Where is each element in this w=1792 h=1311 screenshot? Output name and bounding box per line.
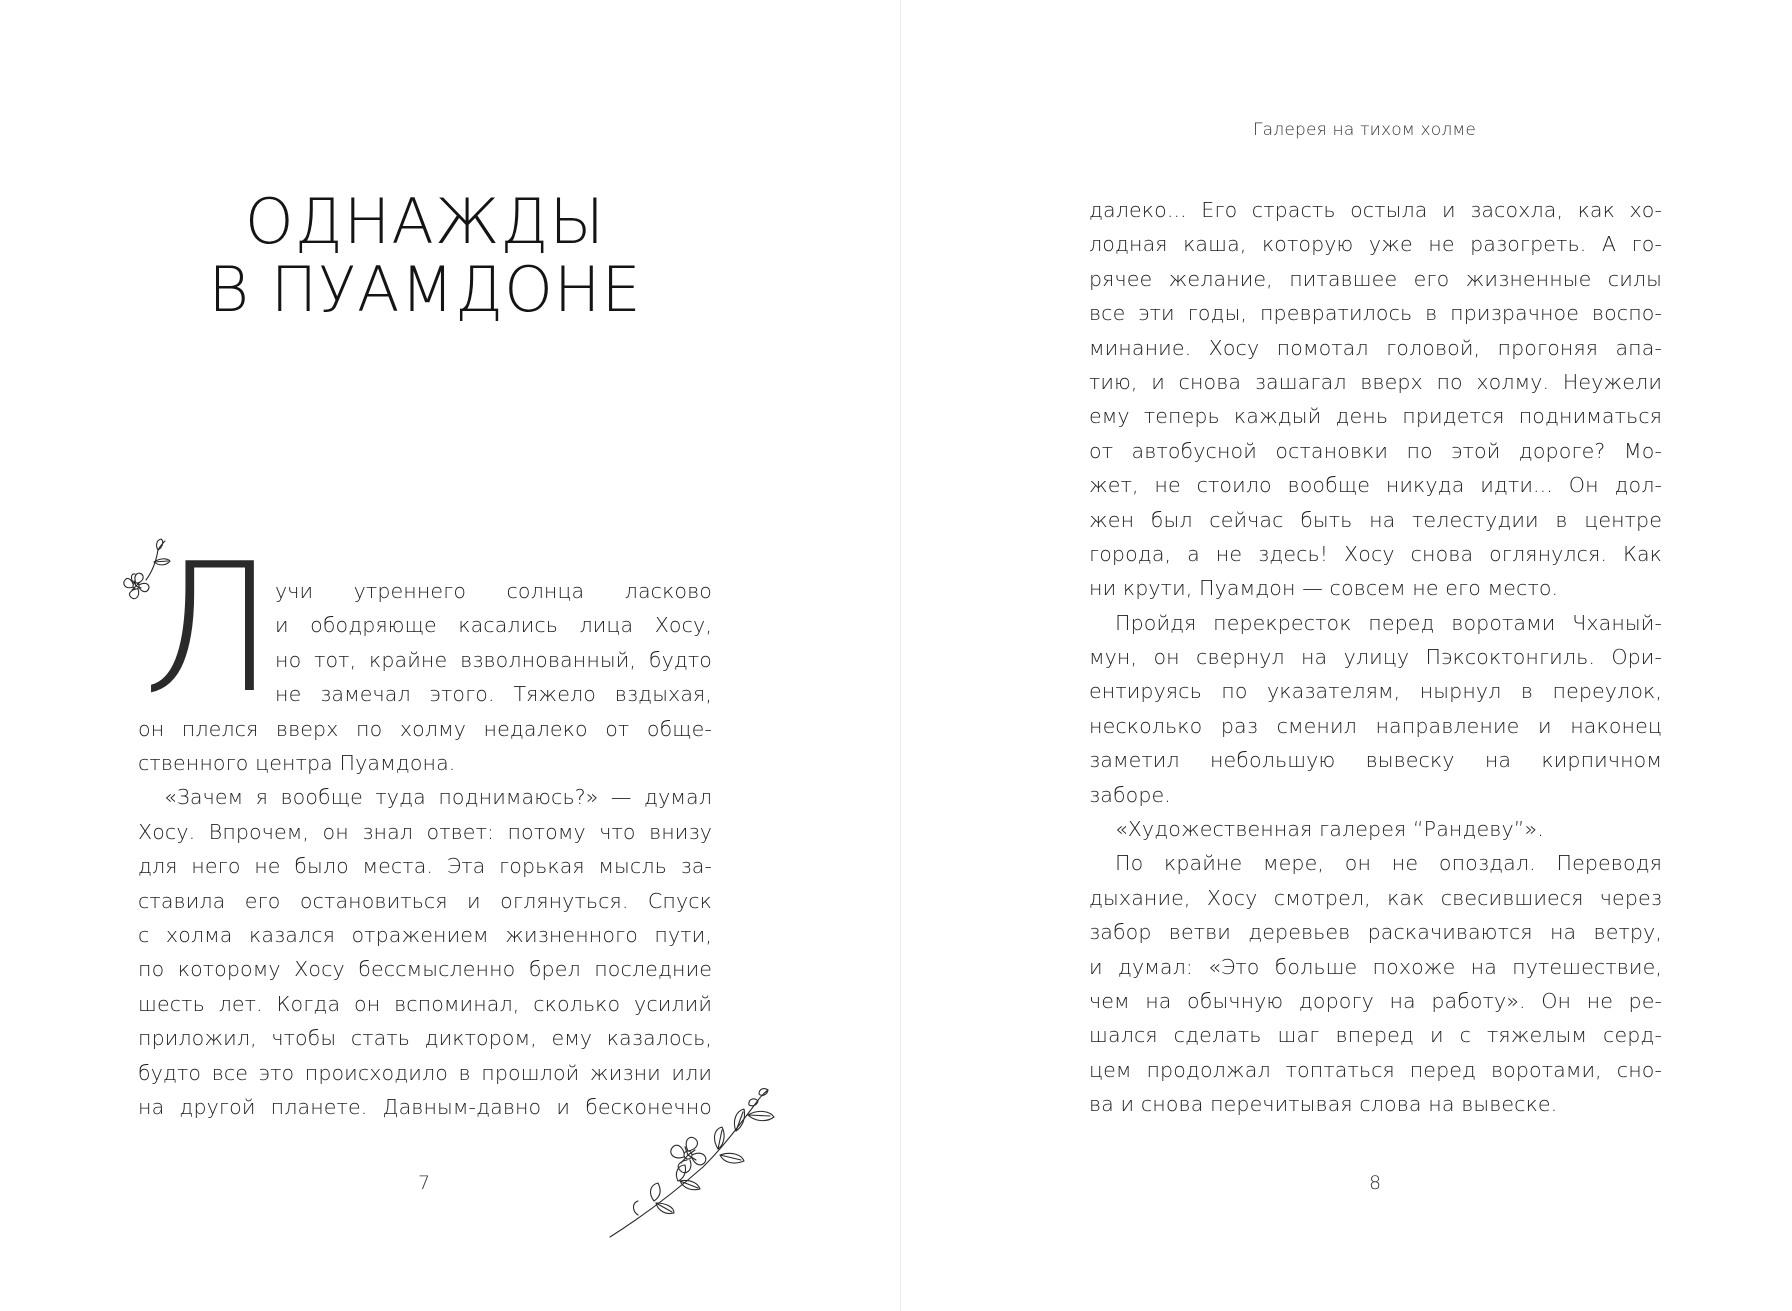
first-paragraph-lines	[275, 574, 712, 712]
chapter-title-line-1: ОДНАЖДЫ	[244, 185, 606, 258]
flower-sprig-icon	[110, 536, 180, 610]
text-line: ва и снова перечитывая слова на вывеске.	[1089, 1092, 1558, 1117]
text-line: «Зачем я вообще туда поднимаюсь?» — думал	[164, 785, 712, 810]
text-line: заборе.	[1089, 782, 1171, 807]
text-line: рячее желание, питавшее его жизненные силы	[1089, 266, 1662, 291]
text-line: тию, и снова зашагал вверх по холму. Неужели	[1089, 369, 1662, 394]
text-line: и думал: «Это больше похоже на путешествие,	[1089, 954, 1662, 979]
text-line: ему теперь каждый день придется подниматься	[1089, 404, 1662, 429]
text-line: на другой планете. Давным-давно и бесконечно	[138, 1094, 712, 1119]
page-number: 8	[1369, 1172, 1382, 1194]
text-line: лодная каша, которую уже не разогреть. А го-	[1089, 232, 1662, 257]
blossom-branch-icon	[608, 1085, 780, 1240]
text-line: жен был сейчас быть на телестудии в центре	[1089, 507, 1662, 532]
page-number: 7	[418, 1172, 431, 1194]
text-line: и ободряюще касались лица Хосу,	[275, 613, 712, 638]
text-line: ставила его остановиться и оглянуться. Спуск	[138, 888, 712, 913]
drop-cap	[110, 525, 280, 732]
text-line: цем продолжал топтаться перед воротами, сно-	[1089, 1057, 1662, 1082]
text-line: от автобусной остановки по этой дороге? Мо-	[1089, 438, 1662, 463]
text-line: жет, не стоило вообще никуда идти... Он дол-	[1089, 473, 1662, 498]
text-line: шесть лет. Когда он вспоминал, сколько усилий	[138, 991, 712, 1016]
text-line: шался сделать шаг вперед и с тяжелым серд-	[1089, 1023, 1662, 1048]
right-body-text	[1089, 193, 1662, 1122]
text-line: по которому Хосу бессмысленно брел последние	[138, 957, 712, 982]
drop-cap-letter: Л	[142, 525, 276, 732]
text-line: он плелся вверх по холму недалеко от обще-	[138, 716, 712, 741]
text-line: «Художественная галерея “Рандеву”».	[1115, 817, 1544, 842]
chapter-title-line-2: В ПУАМДОНЕ	[208, 253, 642, 326]
running-head: Галерея на тихом холме	[1253, 120, 1477, 140]
left-body-text	[138, 712, 712, 1125]
text-line: все эти годы, превратилось в призрачное воспо-	[1089, 301, 1662, 326]
text-line: города, а не здесь! Хосу снова оглянулся. Как	[1089, 541, 1662, 566]
chapter-title	[150, 185, 700, 326]
text-line: Хосу. Впрочем, он знал ответ: потому что внизу	[138, 819, 712, 844]
right-page	[901, 0, 1792, 1311]
text-line: забор ветви деревьев раскачиваются на ветру,	[1089, 920, 1662, 945]
text-line: далеко... Его страсть остыла и засохла, как хо-	[1089, 198, 1662, 222]
text-line: с холма казался отражением жизненного пути,	[138, 922, 712, 947]
text-line: но тот, крайне взволнованный, будто	[275, 647, 712, 672]
text-line: учи утреннего солнца ласково	[275, 579, 712, 603]
text-line: ни крути, Пуамдон — совсем не его место.	[1089, 576, 1559, 601]
text-line: заметил небольшую вывеску на кирпичном	[1089, 748, 1662, 773]
text-line: минание. Хосу помотал головой, прогоняя апа-	[1089, 335, 1662, 360]
text-line: ентируясь по указателям, нырнул в переулок,	[1089, 679, 1662, 704]
text-line: дыхание, Хосу смотрел, как свесившиеся через	[1089, 885, 1662, 910]
text-line: Пройдя перекресток перед воротами Чханый-	[1115, 610, 1662, 635]
text-line: ственного центра Пуамдона.	[138, 750, 456, 775]
text-line: По крайне мере, он не опоздал. Переводя	[1115, 851, 1662, 876]
text-line: не замечал этого. Тяжело вздыхая,	[275, 682, 712, 707]
text-line: для него не было места. Эта горькая мысль за-	[138, 854, 712, 879]
text-line: чем на обычную дорогу на работу». Он не ре-	[1089, 988, 1662, 1013]
text-line: будто все это происходило в прошлой жизни или	[138, 1060, 712, 1085]
text-line: несколько раз сменил направление и наконец	[1089, 713, 1662, 738]
text-line: мун, он свернул на улицу Пэксоктонгиль. Ори-	[1089, 645, 1662, 670]
text-line: приложил, чтобы стать диктором, ему казалось,	[138, 1026, 712, 1051]
